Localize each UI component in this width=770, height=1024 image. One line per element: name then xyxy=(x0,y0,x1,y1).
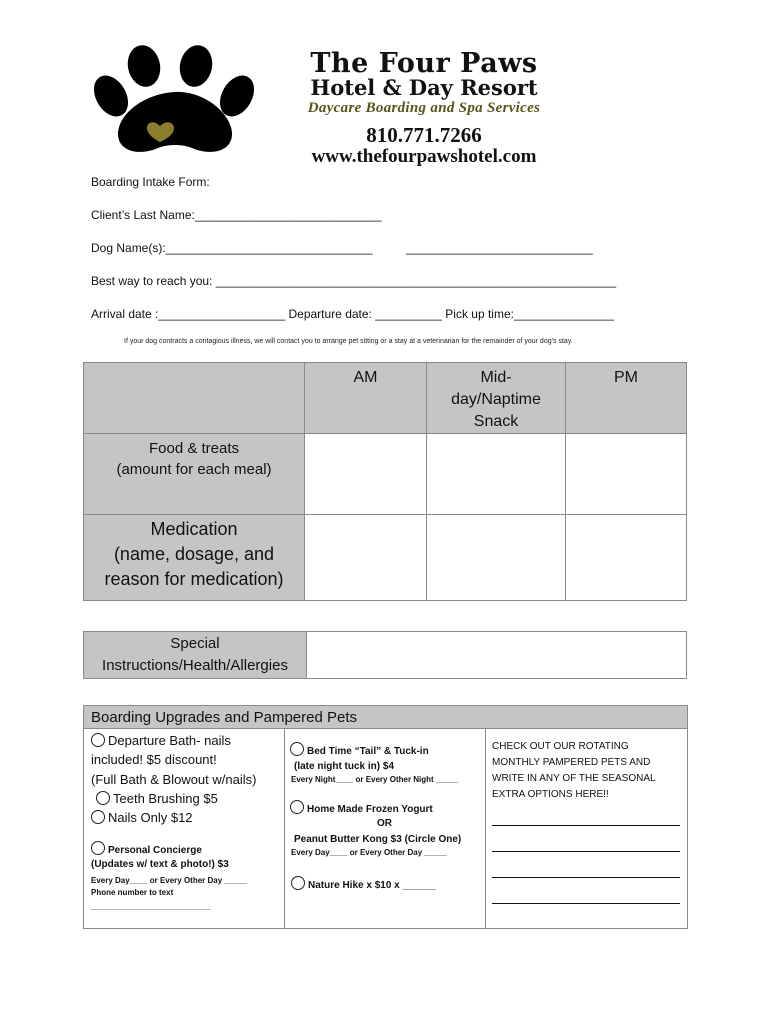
brand-title: The Four Paws xyxy=(310,48,538,79)
medication-label-line3: reason for medication) xyxy=(104,569,284,589)
personal-concierge-option[interactable] xyxy=(91,841,202,858)
special-instructions-table xyxy=(83,631,687,679)
row-label-food xyxy=(84,434,305,515)
upgrades-title: Boarding Upgrades and Pampered Pets xyxy=(84,706,687,729)
radio-circle-icon[interactable] xyxy=(91,733,105,747)
nails-only-option[interactable] xyxy=(91,808,193,827)
nature-hike-option[interactable] xyxy=(291,876,436,893)
promo-line-4: EXTRA OPTIONS HERE!! xyxy=(492,789,609,800)
promo-line-3: WRITE IN ANY OF THE SEASONAL xyxy=(492,773,656,784)
food-label-line1: Food & treats xyxy=(148,440,240,457)
column-header-midday xyxy=(427,363,566,434)
food-pm-cell[interactable] xyxy=(566,434,687,515)
medication-label-line1: Medication xyxy=(150,519,238,539)
column-header-am xyxy=(305,363,427,434)
am-label: AM xyxy=(353,369,378,386)
special-instructions-field[interactable] xyxy=(307,632,687,679)
bedtime-detail: (late night tuck in) $4 xyxy=(294,761,395,772)
seasonal-write-in-line-3[interactable] xyxy=(492,877,680,878)
radio-circle-icon[interactable] xyxy=(91,841,105,855)
seasonal-write-in-line-1[interactable] xyxy=(492,825,680,826)
food-am-cell[interactable] xyxy=(305,434,427,515)
bedtime-option[interactable] xyxy=(290,742,429,759)
bedtime-frequency[interactable]: Every Night____ or Every Other Night _____ xyxy=(291,775,459,784)
kong-frequency[interactable]: Every Day____ or Every Other Day _____ xyxy=(291,848,447,857)
or-label: OR xyxy=(377,818,392,829)
frozen-yogurt-label: Home Made Frozen Yogurt xyxy=(307,804,433,815)
midday-label-line3: Snack xyxy=(473,413,519,430)
radio-circle-icon[interactable] xyxy=(91,810,105,824)
brand-tagline: Daycare Boarding and Spa Services xyxy=(307,100,541,116)
medication-am-cell[interactable] xyxy=(305,515,427,601)
best-way-to-reach-field[interactable]: Best way to reach you: ____________________________________________________________ xyxy=(91,274,617,288)
nature-hike-label: Nature Hike x $10 x ______ xyxy=(308,880,436,891)
seasonal-write-in-line-2[interactable] xyxy=(492,851,680,852)
medication-pm-cell[interactable] xyxy=(566,515,687,601)
upgrades-column-seasonal xyxy=(486,729,687,928)
midday-label-line2: day/Naptime xyxy=(451,391,541,408)
special-label-line1: Special xyxy=(170,635,220,652)
arrival-departure-pickup-field[interactable]: Arrival date :___________________ Departure date: __________ Pick up time:_______________ xyxy=(91,307,615,321)
radio-circle-icon[interactable] xyxy=(290,742,304,756)
brand-website: www.thefourpawshotel.com xyxy=(311,146,537,167)
full-bath-label: (Full Bath & Blowout w/nails) xyxy=(91,772,257,787)
upgrades-column-treats xyxy=(285,729,486,928)
departure-bath-label: Departure Bath- nails xyxy=(108,733,231,748)
client-last-name-field[interactable]: Client’s Last Name:____________________________ xyxy=(91,208,382,222)
boarding-upgrades-section xyxy=(83,705,688,929)
radio-circle-icon[interactable] xyxy=(290,800,304,814)
personal-concierge-label: Personal Concierge xyxy=(108,845,202,856)
brand-block xyxy=(264,50,584,167)
concierge-frequency[interactable]: Every Day____ or Every Other Day _____ xyxy=(91,876,247,885)
departure-bath-option[interactable] xyxy=(91,731,231,750)
feeding-schedule-table xyxy=(83,362,687,601)
radio-circle-icon[interactable] xyxy=(96,791,110,805)
column-header-pm xyxy=(566,363,687,434)
upgrades-column-grooming xyxy=(84,729,285,928)
departure-bath-label-line2: included! $5 discount! xyxy=(91,752,217,767)
pm-label: PM xyxy=(614,369,638,386)
concierge-detail: (Updates w/ text & photo!) $3 xyxy=(91,859,229,870)
special-label-line2: Instructions/Health/Allergies xyxy=(102,657,288,674)
frozen-yogurt-option[interactable] xyxy=(290,800,433,817)
brand-subtitle: Hotel & Day Resort xyxy=(310,75,538,100)
peanut-butter-kong-label: Peanut Butter Kong $3 (Circle One) xyxy=(294,834,462,845)
row-label-medication xyxy=(84,515,305,601)
medication-label-line2: (name, dosage, and xyxy=(113,544,275,564)
table-corner-cell xyxy=(84,363,305,434)
food-label-line2: (amount for each meal) xyxy=(116,461,272,478)
teeth-brushing-label: Teeth Brushing $5 xyxy=(113,791,218,806)
teeth-brushing-option[interactable] xyxy=(96,789,218,808)
medication-midday-cell[interactable] xyxy=(427,515,566,601)
illness-note: If your dog contracts a contagious illness, we will contact you to arrange pet sitting or a stay at a veterinarian for the remainder of your dog’s stay. xyxy=(124,338,573,345)
paw-logo-icon xyxy=(92,44,262,156)
bedtime-label: Bed Time “Tail” & Tuck-in xyxy=(307,746,429,757)
dog-names-field[interactable]: Dog Name(s):_______________________________ ____________________________ xyxy=(91,241,593,255)
brand-phone: 810.771.7266 xyxy=(366,123,482,147)
promo-line-1: CHECK OUT OUR ROTATING xyxy=(492,741,629,752)
seasonal-write-in-line-4[interactable] xyxy=(492,903,680,904)
form-title: Boarding Intake Form: xyxy=(91,175,210,189)
phone-number-label: Phone number to text xyxy=(91,888,174,897)
nails-only-label: Nails Only $12 xyxy=(108,810,193,825)
promo-line-2: MONTHLY PAMPERED PETS AND xyxy=(492,757,651,768)
special-instructions-label xyxy=(84,632,307,679)
phone-number-field[interactable]: ___________________________ xyxy=(91,902,212,911)
midday-label-line1: Mid- xyxy=(480,369,512,386)
food-midday-cell[interactable] xyxy=(427,434,566,515)
radio-circle-icon[interactable] xyxy=(291,876,305,890)
